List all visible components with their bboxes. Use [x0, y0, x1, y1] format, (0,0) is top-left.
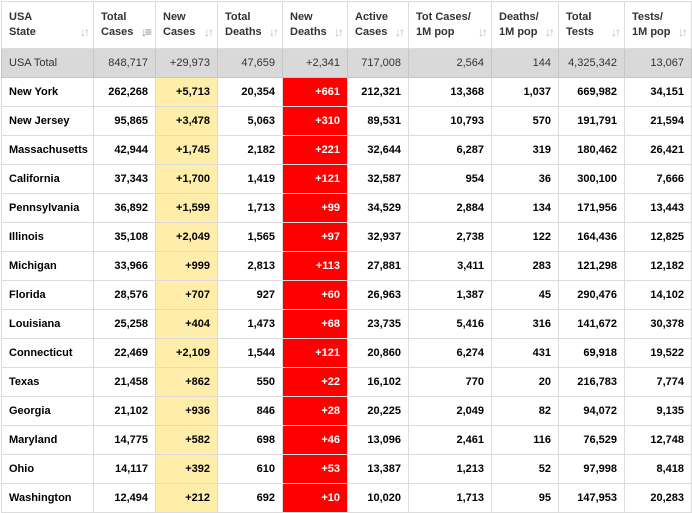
cell-new-deaths: +121	[283, 165, 348, 194]
cell-tests-per-1m: 21,594	[625, 107, 692, 136]
cell-tot-cases-per-1m: 2,461	[409, 426, 492, 455]
table-row	[2, 397, 692, 426]
column-header-line1: Tests/	[632, 11, 663, 23]
total-cell-deaths-per-1m: 144	[492, 49, 559, 78]
cell-new-deaths: +10	[283, 484, 348, 513]
cell-new-deaths: +28	[283, 397, 348, 426]
cell-state[interactable]: Michigan	[2, 252, 94, 281]
cell-active-cases: 27,881	[348, 252, 409, 281]
column-header-new-deaths[interactable]	[283, 2, 348, 49]
cell-state[interactable]: Washington	[2, 484, 94, 513]
cell-total-tests: 164,436	[559, 223, 625, 252]
cell-tests-per-1m: 7,666	[625, 165, 692, 194]
cell-total-cases: 12,494	[94, 484, 156, 513]
cell-tot-cases-per-1m: 770	[409, 368, 492, 397]
column-header-state[interactable]	[2, 2, 94, 49]
cell-total-deaths: 1,419	[218, 165, 283, 194]
usa-total-row	[2, 49, 692, 78]
cell-active-cases: 212,321	[348, 78, 409, 107]
cell-new-cases: +862	[156, 368, 218, 397]
cell-tests-per-1m: 19,522	[625, 339, 692, 368]
cell-tests-per-1m: 26,421	[625, 136, 692, 165]
cell-tests-per-1m: 13,443	[625, 194, 692, 223]
cell-active-cases: 20,860	[348, 339, 409, 368]
cell-new-cases: +582	[156, 426, 218, 455]
sort-updown-icon[interactable]: ↓↑	[204, 25, 212, 39]
column-header-line2: Tests	[566, 26, 594, 38]
cell-state[interactable]: Connecticut	[2, 339, 94, 368]
cell-total-cases: 35,108	[94, 223, 156, 252]
cell-tests-per-1m: 34,151	[625, 78, 692, 107]
cell-total-tests: 141,672	[559, 310, 625, 339]
cell-tot-cases-per-1m: 1,387	[409, 281, 492, 310]
total-cell-active-cases: 717,008	[348, 49, 409, 78]
cell-deaths-per-1m: 52	[492, 455, 559, 484]
cell-total-cases: 37,343	[94, 165, 156, 194]
column-header-line1: Tot Cases/	[416, 11, 471, 23]
cell-new-deaths: +113	[283, 252, 348, 281]
cell-tot-cases-per-1m: 13,368	[409, 78, 492, 107]
cell-tot-cases-per-1m: 6,274	[409, 339, 492, 368]
column-header-line1: USA	[9, 11, 33, 23]
cell-deaths-per-1m: 82	[492, 397, 559, 426]
cell-state[interactable]: Massachusetts	[2, 136, 94, 165]
total-cell-tests-per-1m: 13,067	[625, 49, 692, 78]
cell-total-deaths: 2,182	[218, 136, 283, 165]
cell-total-tests: 669,982	[559, 78, 625, 107]
cell-tot-cases-per-1m: 2,738	[409, 223, 492, 252]
cell-total-deaths: 692	[218, 484, 283, 513]
cell-tot-cases-per-1m: 1,713	[409, 484, 492, 513]
cell-active-cases: 26,963	[348, 281, 409, 310]
table-row	[2, 426, 692, 455]
cell-total-deaths: 5,063	[218, 107, 283, 136]
cell-state[interactable]: Texas	[2, 368, 94, 397]
cell-state[interactable]: Maryland	[2, 426, 94, 455]
cell-total-cases: 262,268	[94, 78, 156, 107]
cell-state[interactable]: Pennsylvania	[2, 194, 94, 223]
cell-tot-cases-per-1m: 2,049	[409, 397, 492, 426]
column-header-line2: 1M pop	[499, 26, 538, 38]
cell-active-cases: 13,096	[348, 426, 409, 455]
cell-total-tests: 290,476	[559, 281, 625, 310]
cell-deaths-per-1m: 570	[492, 107, 559, 136]
sort-desc-icon[interactable]: ↓≡	[140, 25, 150, 39]
column-header-line1: Active	[355, 11, 389, 23]
cell-total-tests: 76,529	[559, 426, 625, 455]
cell-total-cases: 14,775	[94, 426, 156, 455]
total-cell-new-cases: +29,973	[156, 49, 218, 78]
cell-total-deaths: 698	[218, 426, 283, 455]
cell-total-deaths: 927	[218, 281, 283, 310]
cell-total-cases: 25,258	[94, 310, 156, 339]
column-header-line1: New	[290, 11, 313, 23]
column-header-line2: 1M pop	[632, 26, 671, 38]
cell-total-deaths: 1,713	[218, 194, 283, 223]
column-header-line1: Deaths/	[499, 11, 539, 23]
total-cell-state: USA Total	[2, 49, 94, 78]
cell-tot-cases-per-1m: 10,793	[409, 107, 492, 136]
cell-new-cases: +707	[156, 281, 218, 310]
cell-state[interactable]: Ohio	[2, 455, 94, 484]
cell-tests-per-1m: 20,283	[625, 484, 692, 513]
cell-new-cases: +392	[156, 455, 218, 484]
column-header-tests-per-1m[interactable]	[625, 2, 692, 49]
cell-total-deaths: 846	[218, 397, 283, 426]
cell-new-deaths: +46	[283, 426, 348, 455]
cell-new-cases: +3,478	[156, 107, 218, 136]
cell-new-cases: +999	[156, 252, 218, 281]
header-row	[2, 2, 692, 49]
cell-total-cases: 28,576	[94, 281, 156, 310]
cell-deaths-per-1m: 316	[492, 310, 559, 339]
column-header-line1: Total	[566, 11, 592, 23]
cell-total-tests: 180,462	[559, 136, 625, 165]
cell-state[interactable]: New Jersey	[2, 107, 94, 136]
cell-tot-cases-per-1m: 6,287	[409, 136, 492, 165]
cell-active-cases: 32,587	[348, 165, 409, 194]
cell-total-deaths: 1,473	[218, 310, 283, 339]
usa-states-table	[1, 1, 692, 513]
cell-new-deaths: +99	[283, 194, 348, 223]
column-header-line1: New	[163, 11, 186, 23]
column-header-line2: 1M pop	[416, 26, 455, 38]
cell-new-deaths: +53	[283, 455, 348, 484]
cell-new-deaths: +60	[283, 281, 348, 310]
table-row	[2, 78, 692, 107]
cell-deaths-per-1m: 95	[492, 484, 559, 513]
table-row	[2, 223, 692, 252]
cell-total-cases: 36,892	[94, 194, 156, 223]
cell-active-cases: 34,529	[348, 194, 409, 223]
cell-tot-cases-per-1m: 1,213	[409, 455, 492, 484]
cell-tests-per-1m: 12,182	[625, 252, 692, 281]
cell-total-cases: 21,102	[94, 397, 156, 426]
cell-new-cases: +1,599	[156, 194, 218, 223]
table-row	[2, 339, 692, 368]
total-cell-total-cases: 848,717	[94, 49, 156, 78]
cell-total-tests: 171,956	[559, 194, 625, 223]
table-row	[2, 281, 692, 310]
cell-deaths-per-1m: 319	[492, 136, 559, 165]
column-header-line2: Deaths	[290, 26, 327, 38]
cell-deaths-per-1m: 20	[492, 368, 559, 397]
cell-tot-cases-per-1m: 2,884	[409, 194, 492, 223]
sort-updown-icon[interactable]: ↓↑	[395, 25, 403, 39]
cell-total-cases: 33,966	[94, 252, 156, 281]
cell-new-cases: +5,713	[156, 78, 218, 107]
column-header-deaths-per-1m[interactable]	[492, 2, 559, 49]
cell-state[interactable]: New York	[2, 78, 94, 107]
cell-total-tests: 147,953	[559, 484, 625, 513]
cell-deaths-per-1m: 116	[492, 426, 559, 455]
total-cell-total-tests: 4,325,342	[559, 49, 625, 78]
cell-deaths-per-1m: 134	[492, 194, 559, 223]
column-header-line2: Cases	[163, 26, 196, 38]
cell-total-deaths: 610	[218, 455, 283, 484]
cell-active-cases: 13,387	[348, 455, 409, 484]
cell-total-tests: 121,298	[559, 252, 625, 281]
cell-state[interactable]: Georgia	[2, 397, 94, 426]
sort-updown-icon[interactable]: ↓↑	[611, 25, 619, 39]
table-row	[2, 136, 692, 165]
cell-state[interactable]: Illinois	[2, 223, 94, 252]
cell-state[interactable]: Florida	[2, 281, 94, 310]
cell-new-deaths: +661	[283, 78, 348, 107]
cell-total-cases: 22,469	[94, 339, 156, 368]
cell-active-cases: 10,020	[348, 484, 409, 513]
table-row	[2, 165, 692, 194]
cell-total-tests: 216,783	[559, 368, 625, 397]
cell-deaths-per-1m: 36	[492, 165, 559, 194]
cell-total-cases: 21,458	[94, 368, 156, 397]
cell-new-deaths: +68	[283, 310, 348, 339]
cell-new-cases: +936	[156, 397, 218, 426]
table-row	[2, 455, 692, 484]
cell-state[interactable]: Louisiana	[2, 310, 94, 339]
column-header-line2: Cases	[355, 26, 388, 38]
cell-deaths-per-1m: 45	[492, 281, 559, 310]
column-header-line1: Total	[225, 11, 251, 23]
cell-total-deaths: 20,354	[218, 78, 283, 107]
cell-new-cases: +1,700	[156, 165, 218, 194]
cell-total-cases: 95,865	[94, 107, 156, 136]
cell-total-deaths: 1,544	[218, 339, 283, 368]
cell-tests-per-1m: 7,774	[625, 368, 692, 397]
cell-total-tests: 69,918	[559, 339, 625, 368]
column-header-line2: Cases	[101, 26, 134, 38]
total-cell-new-deaths: +2,341	[283, 49, 348, 78]
sort-updown-icon[interactable]: ↓↑	[545, 25, 553, 39]
cell-tests-per-1m: 9,135	[625, 397, 692, 426]
total-cell-total-deaths: 47,659	[218, 49, 283, 78]
table-row	[2, 252, 692, 281]
column-header-line2: Deaths	[225, 26, 262, 38]
cell-tests-per-1m: 12,825	[625, 223, 692, 252]
table-body	[2, 49, 692, 513]
cell-total-cases: 42,944	[94, 136, 156, 165]
cell-tot-cases-per-1m: 3,411	[409, 252, 492, 281]
cell-new-deaths: +310	[283, 107, 348, 136]
cell-total-deaths: 2,813	[218, 252, 283, 281]
cell-total-tests: 191,791	[559, 107, 625, 136]
cell-tests-per-1m: 12,748	[625, 426, 692, 455]
column-header-tot-cases-per-1m[interactable]	[409, 2, 492, 49]
cell-total-tests: 94,072	[559, 397, 625, 426]
cell-new-deaths: +22	[283, 368, 348, 397]
cell-active-cases: 16,102	[348, 368, 409, 397]
cell-new-deaths: +121	[283, 339, 348, 368]
total-cell-tot-cases-per-1m: 2,564	[409, 49, 492, 78]
cell-total-deaths: 550	[218, 368, 283, 397]
cell-new-cases: +1,745	[156, 136, 218, 165]
column-header-new-cases[interactable]	[156, 2, 218, 49]
cell-total-tests: 300,100	[559, 165, 625, 194]
cell-new-deaths: +221	[283, 136, 348, 165]
cell-active-cases: 23,735	[348, 310, 409, 339]
cell-deaths-per-1m: 431	[492, 339, 559, 368]
sort-updown-icon[interactable]: ↓↑	[80, 25, 88, 39]
cell-tot-cases-per-1m: 5,416	[409, 310, 492, 339]
cell-tot-cases-per-1m: 954	[409, 165, 492, 194]
cell-deaths-per-1m: 283	[492, 252, 559, 281]
column-header-line1: Total	[101, 11, 127, 23]
table-row	[2, 310, 692, 339]
cell-new-deaths: +97	[283, 223, 348, 252]
cell-total-tests: 97,998	[559, 455, 625, 484]
cell-total-cases: 14,117	[94, 455, 156, 484]
sort-updown-icon[interactable]: ↓↑	[678, 25, 686, 39]
column-header-total-tests[interactable]	[559, 2, 625, 49]
cell-new-cases: +2,049	[156, 223, 218, 252]
cell-tests-per-1m: 8,418	[625, 455, 692, 484]
cell-new-cases: +2,109	[156, 339, 218, 368]
cell-new-cases: +404	[156, 310, 218, 339]
cell-tests-per-1m: 14,102	[625, 281, 692, 310]
table-row	[2, 107, 692, 136]
table-row	[2, 484, 692, 513]
column-header-line2: State	[9, 26, 36, 38]
cell-total-deaths: 1,565	[218, 223, 283, 252]
cell-active-cases: 89,531	[348, 107, 409, 136]
cell-state[interactable]: California	[2, 165, 94, 194]
cell-deaths-per-1m: 1,037	[492, 78, 559, 107]
column-header-total-cases[interactable]	[94, 2, 156, 49]
cell-active-cases: 20,225	[348, 397, 409, 426]
cell-active-cases: 32,937	[348, 223, 409, 252]
cell-tests-per-1m: 30,378	[625, 310, 692, 339]
cell-deaths-per-1m: 122	[492, 223, 559, 252]
cell-active-cases: 32,644	[348, 136, 409, 165]
table-row	[2, 368, 692, 397]
sort-updown-icon[interactable]: ↓↑	[334, 25, 342, 39]
column-header-total-deaths[interactable]	[218, 2, 283, 49]
table-row	[2, 194, 692, 223]
sort-updown-icon[interactable]: ↓↑	[269, 25, 277, 39]
cell-new-cases: +212	[156, 484, 218, 513]
sort-updown-icon[interactable]: ↓↑	[478, 25, 486, 39]
column-header-active-cases[interactable]	[348, 2, 409, 49]
